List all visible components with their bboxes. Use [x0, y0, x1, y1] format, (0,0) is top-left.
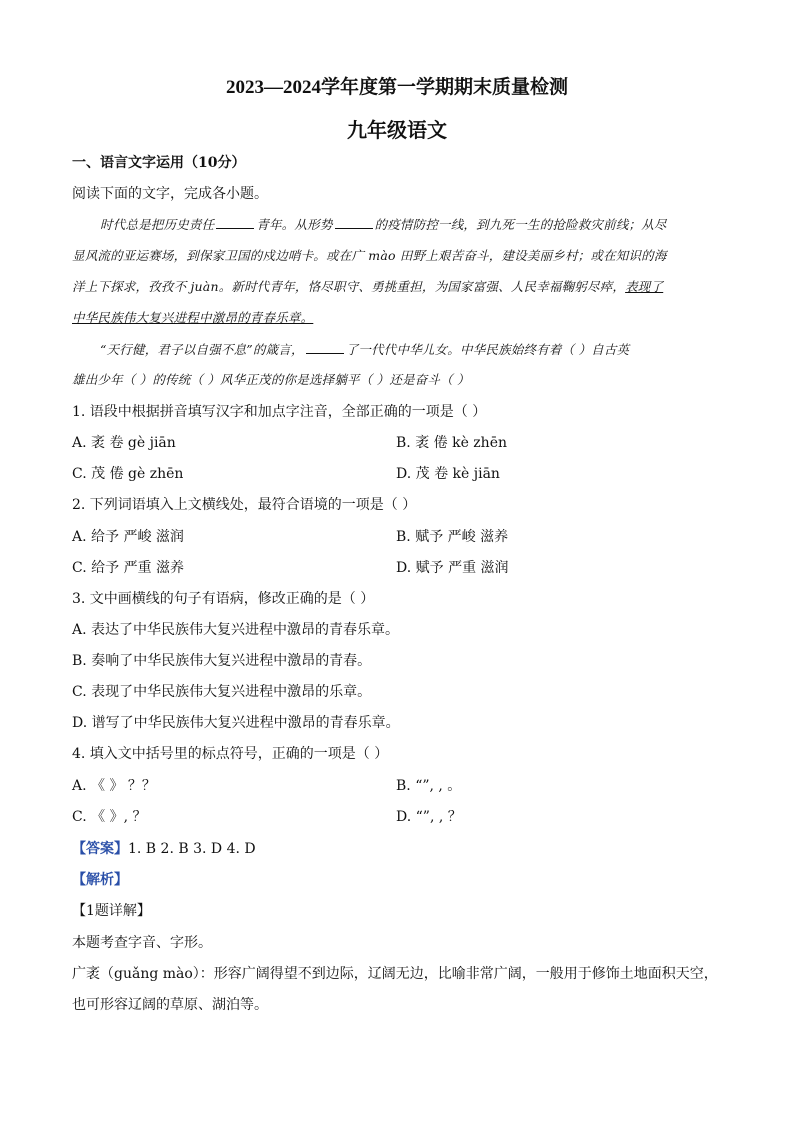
q3-option-c: C. 表现了中华民族伟大复兴进程中激昂的乐章。 — [72, 684, 372, 700]
q4-option-c: C. 《 》, ？ — [72, 809, 147, 825]
q2-option-b: B. 赋予 严峻 滋养 — [396, 529, 509, 545]
question-3-stem: 3. 文中画横线的句子有语病，修改正确的是（ ） — [72, 591, 375, 607]
instruction: 阅读下面的文字，完成各小题。 — [72, 186, 268, 202]
detail-line-1: 广袤（guǎng mào）：形容广阔得望不到边际，辽阔无边，比喻非常广阔，一般用于修饰土地面积天空， — [72, 966, 718, 982]
q4-option-a: A. 《 》 ？？ — [72, 778, 156, 794]
question-2-stem: 2. 下列词语填入上文横线处，最符合语境的一项是（ ） — [72, 497, 417, 513]
section-heading: 一、语言文字运用（10分） — [72, 155, 246, 171]
q4-option-b: B. “”, , 。 — [396, 778, 462, 794]
q2-option-a: A. 给予 严峻 滋润 — [72, 529, 184, 545]
q1-option-b: B. 袤 倦 kè zhēn — [396, 435, 508, 451]
passage-line-6: 雄出少年（ ）的传统（ ）风华正茂的你是选择躺平（ ）还是奋斗（ ） — [72, 372, 470, 387]
answer-tag: 【答案】 — [72, 841, 128, 857]
passage-line-5: “天行健，君子以自强不息”的箴言， 了一代代中华儿女。中华民族始终有着（ ）自古英 — [100, 342, 630, 357]
page-subtitle: 九年级语文 — [347, 120, 447, 142]
answer-values: 1. B 2. B 3. D 4. D — [128, 841, 256, 857]
q1-option-d: D. 茂 卷 kè jiān — [396, 466, 500, 482]
q1-option-c: C. 茂 倦 gè zhēn — [72, 466, 184, 482]
q4-option-d: D. “”, , ？ — [396, 809, 462, 825]
answer-line — [72, 838, 256, 858]
q1-option-a: A. 袤 卷 gè jiān — [72, 435, 176, 451]
detail-line-2: 也可形容辽阔的草原、湖泊等。 — [72, 997, 268, 1013]
detail-intro: 本题考查字音、字形。 — [72, 935, 212, 951]
q3-option-d: D. 谱写了中华民族伟大复兴进程中激昂的青春乐章。 — [72, 715, 400, 731]
blank-2 — [335, 216, 373, 229]
underlined-sentence: 表现了 — [625, 279, 664, 294]
q2-option-d: D. 赋予 严重 滋润 — [396, 560, 509, 576]
page-title: 2023—2024学年度第一学期期末质量检测 — [225, 77, 568, 98]
q3-option-b: B. 奏响了中华民族伟大复兴进程中激昂的青春。 — [72, 653, 372, 669]
q3-option-a: A. 表达了中华民族伟大复兴进程中激昂的青春乐章。 — [72, 622, 400, 638]
q2-option-c: C. 给予 严重 滋养 — [72, 560, 185, 576]
passage-line-1: 时代总是把历史责任 青年。从形势 的疫情防控一线，到九死一生的抢险救灾前线；从尽 — [100, 217, 667, 232]
passage-line-2: 显风流的亚运赛场，到保家卫国的戍边哨卡。或在广 mào 田野上艰苦奋斗，建设美丽乡村；或在知识的海 — [72, 248, 667, 263]
analysis-tag: 【解析】 — [72, 872, 128, 888]
blank-3 — [306, 341, 344, 354]
blank-1 — [216, 216, 254, 229]
question-1-stem: 1. 语段中根据拼音填写汉字和加点字注音，全部正确的一项是（ ） — [72, 404, 487, 420]
passage-line-3: 洋上下探求，孜孜不 juàn。新时代青年，恪尽职守、勇挑重担，为国家富强、人民幸福鞠躬尽瘁，表现了 — [72, 279, 664, 294]
passage-line-4: 中华民族伟大复兴进程中激昂的青春乐章。 — [72, 310, 314, 325]
detail-tag: 【1题详解】 — [72, 903, 151, 919]
question-4-stem: 4. 填入文中括号里的标点符号，正确的一项是（ ） — [72, 746, 389, 762]
